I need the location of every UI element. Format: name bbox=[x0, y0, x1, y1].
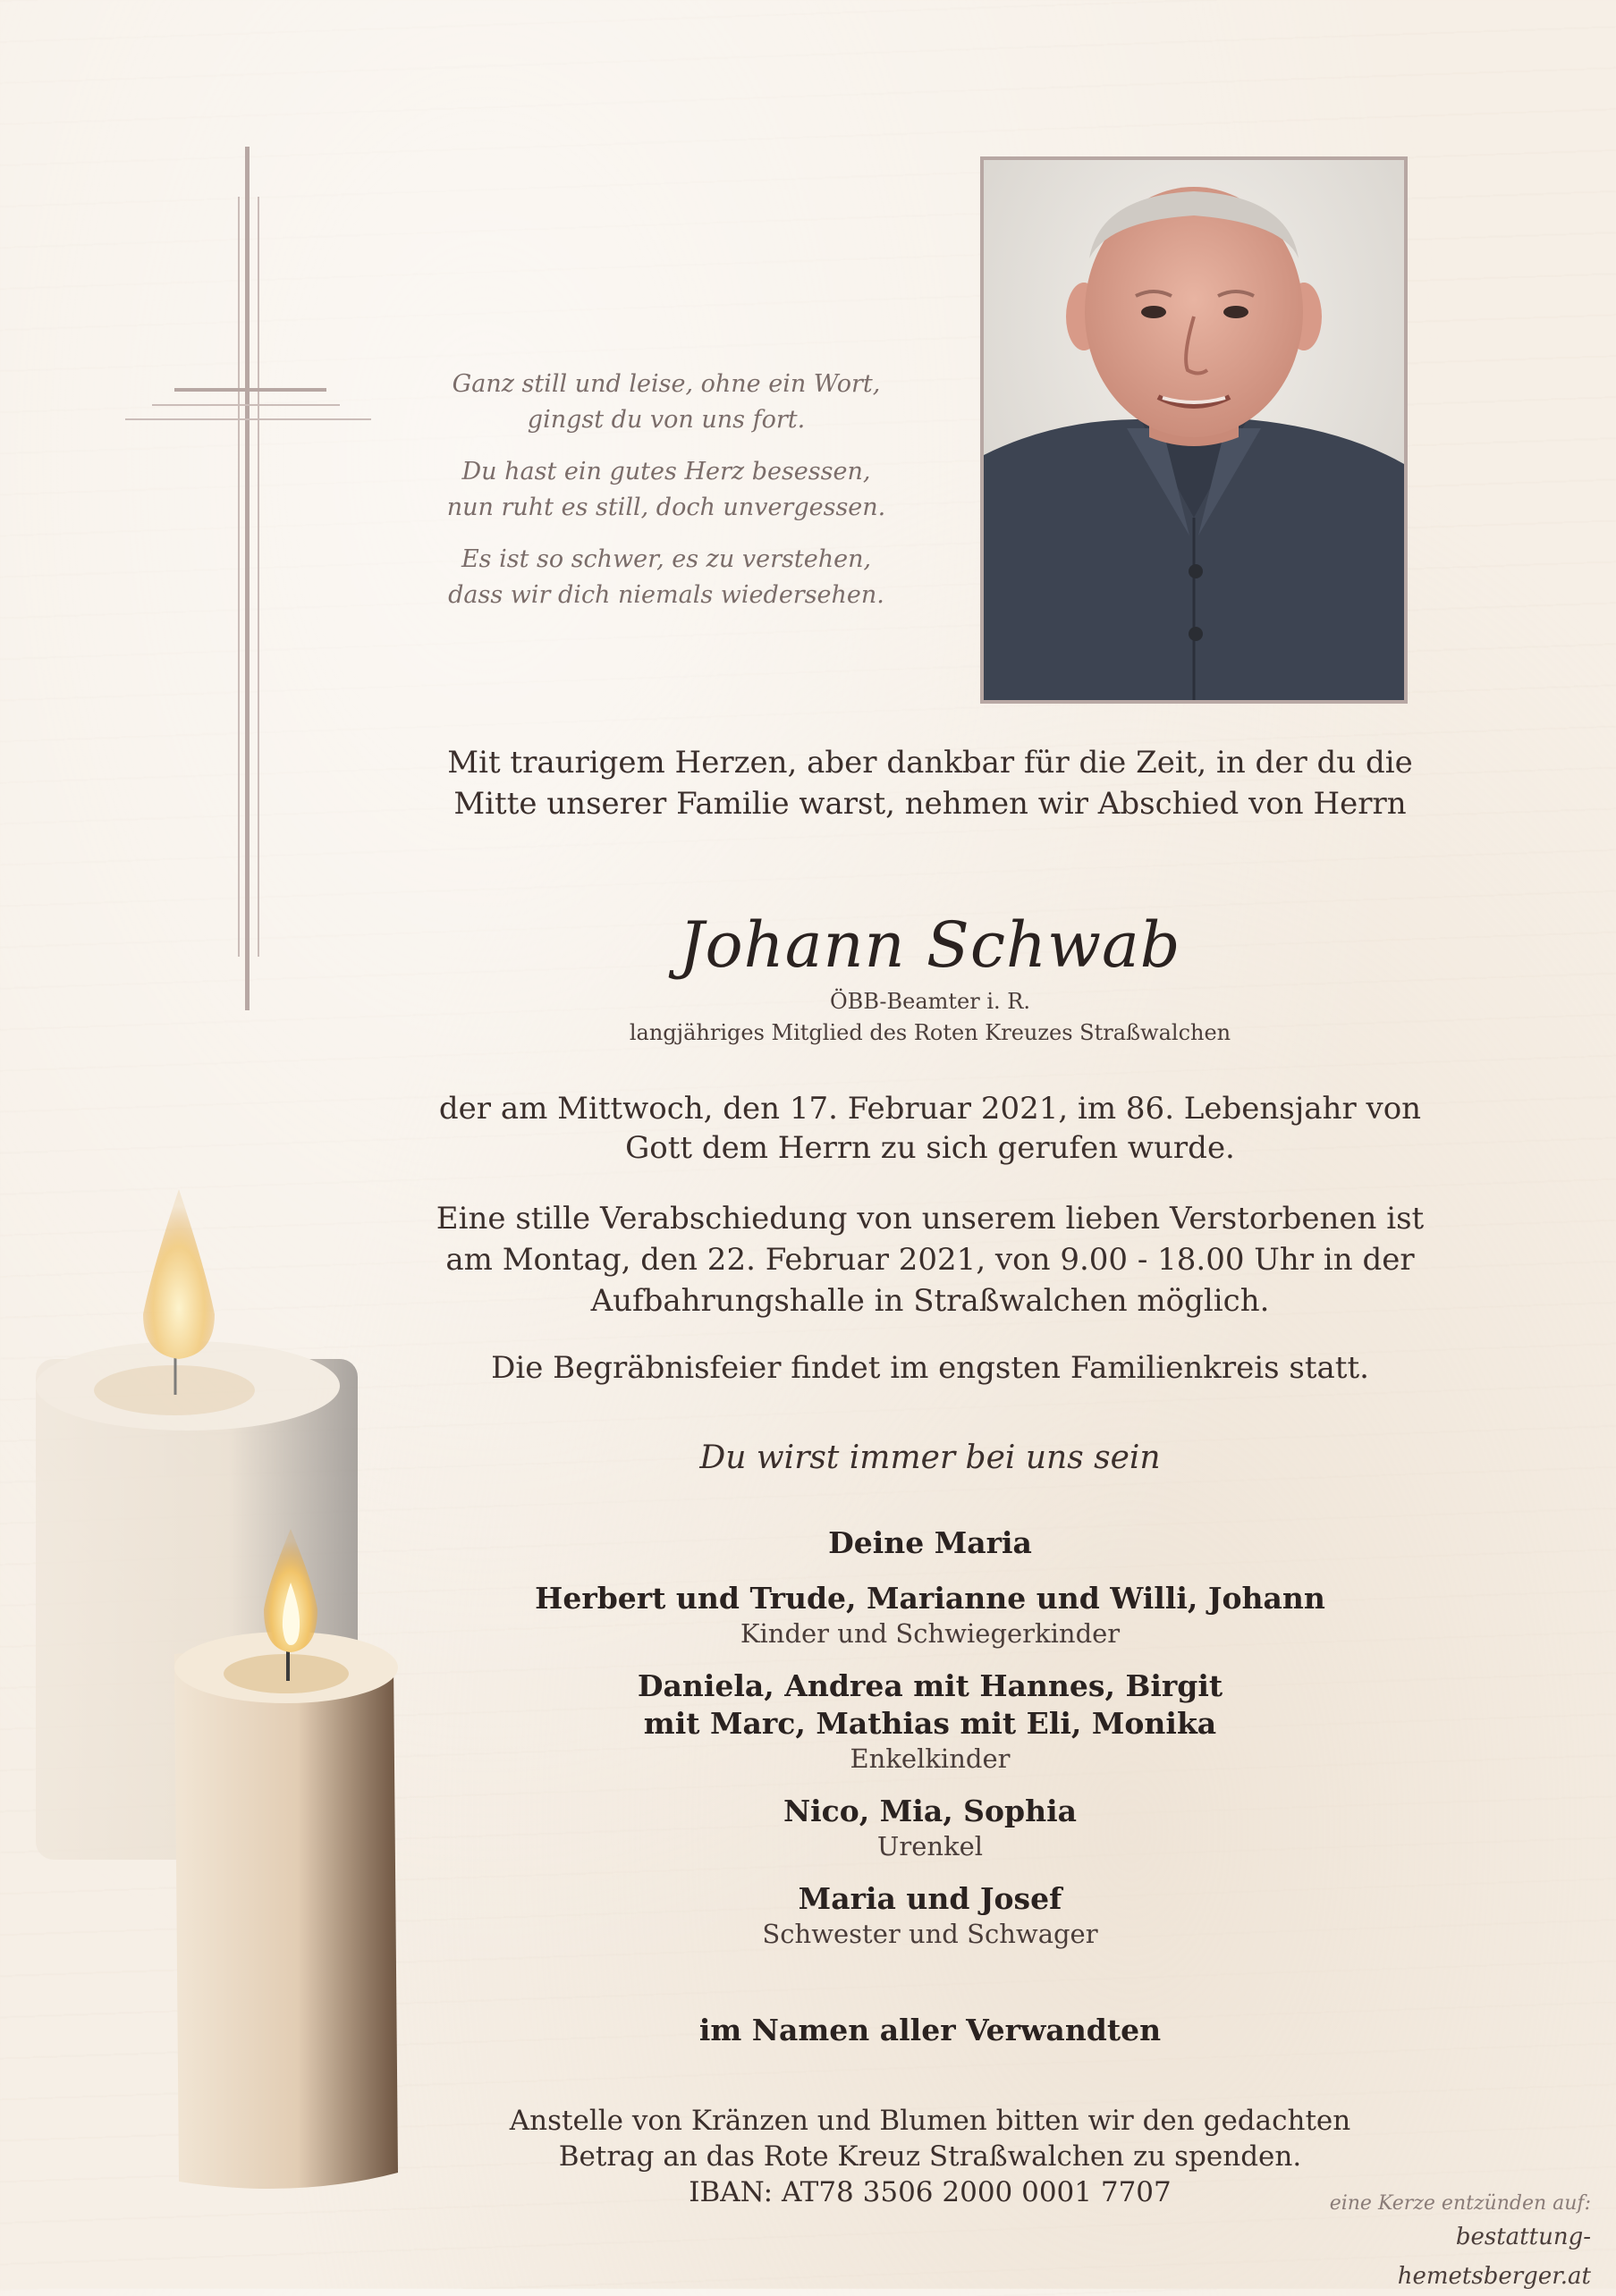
poem-stanza bbox=[411, 542, 921, 613]
intro-text: Mit traurigem Herzen, aber dankbar für die Zeit, in der du die Mitte unserer Familie warst, nehmen wir Abschied von Herrn bbox=[447, 745, 1413, 822]
deceased-occupation: ÖBB-Beamter i. R. bbox=[830, 989, 1030, 1014]
family-role: Kinder und Schwiegerkinder bbox=[740, 1618, 1121, 1649]
family-names: Deine Maria bbox=[828, 1525, 1032, 1560]
poem-line: Es ist so schwer, es zu verstehen, bbox=[461, 545, 872, 573]
family-group bbox=[429, 1880, 1431, 1950]
family-list bbox=[429, 1524, 1431, 1968]
family-role: Urenkel bbox=[876, 1831, 984, 1861]
family-names: Daniela, Andrea mit Hannes, Birgit mit Marc, Mathias mit Eli, Monika bbox=[637, 1668, 1223, 1741]
poem-line: gingst du von uns fort. bbox=[527, 406, 806, 434]
poem-line: Du hast ein gutes Herz besessen, bbox=[461, 458, 871, 485]
poem-line: nun ruht es still, doch unvergessen. bbox=[446, 494, 886, 521]
death-notice: der am Mittwoch, den 17. Februar 2021, im 86. Lebensjahr von Gott dem Herrn zu sich gerufen wurde. bbox=[438, 1091, 1422, 1166]
portrait-illustration bbox=[984, 160, 1404, 700]
donation-line: Betrag an das Rote Kreuz Straßwalchen zu spenden. bbox=[558, 2140, 1302, 2173]
funeral-notice: Die Begräbnisfeier findet im engsten Familienkreis statt. bbox=[491, 1350, 1369, 1386]
family-group bbox=[429, 1667, 1431, 1775]
family-names: Nico, Mia, Sophia bbox=[783, 1794, 1078, 1828]
family-names: Maria und Josef bbox=[798, 1881, 1062, 1916]
family-group bbox=[429, 1524, 1431, 1562]
farewell-notice: Eine stille Verabschiedung von unserem lieben Verstorbenen ist am Montag, den 22. Februar 2021, von 9.00 - 18.00 Uhr in der Aufbahrungshalle in Straßwalchen möglich. bbox=[436, 1201, 1425, 1319]
portrait-photo bbox=[980, 156, 1408, 704]
poem bbox=[411, 367, 921, 629]
motto: Du wirst immer bei uns sein bbox=[699, 1439, 1161, 1476]
family-group bbox=[429, 1580, 1431, 1650]
donation-iban: IBAN: AT78 3506 2000 0001 7707 bbox=[689, 2176, 1172, 2208]
behalf-line: im Namen aller Verwandten bbox=[698, 2013, 1162, 2047]
family-group bbox=[429, 1793, 1431, 1862]
poem-stanza bbox=[411, 367, 921, 438]
family-role: Schwester und Schwager bbox=[762, 1919, 1098, 1949]
candle-icon bbox=[0, 1162, 429, 2217]
deceased-membership: langjähriges Mitglied des Roten Kreuzes Straßwalchen bbox=[629, 1020, 1231, 1045]
candle-link-url[interactable]: bestattung-hemetsberger.at bbox=[1397, 2224, 1591, 2290]
cross-icon bbox=[125, 143, 376, 1015]
poem-line: dass wir dich niemals wiedersehen. bbox=[448, 581, 884, 609]
candle-link-label: eine Kerze entzünden auf: bbox=[1329, 2192, 1591, 2215]
donation-line: Anstelle von Kränzen und Blumen bitten wir den gedachten bbox=[509, 2105, 1351, 2137]
family-names: Herbert und Trude, Marianne und Willi, Johann bbox=[535, 1581, 1325, 1616]
candle-link bbox=[1269, 2190, 1591, 2296]
family-role: Enkelkinder bbox=[850, 1743, 1011, 1774]
deceased-name: Johann Schwab bbox=[679, 908, 1181, 982]
poem-line: Ganz still und leise, ohne ein Wort, bbox=[452, 370, 881, 398]
poem-stanza bbox=[411, 454, 921, 526]
